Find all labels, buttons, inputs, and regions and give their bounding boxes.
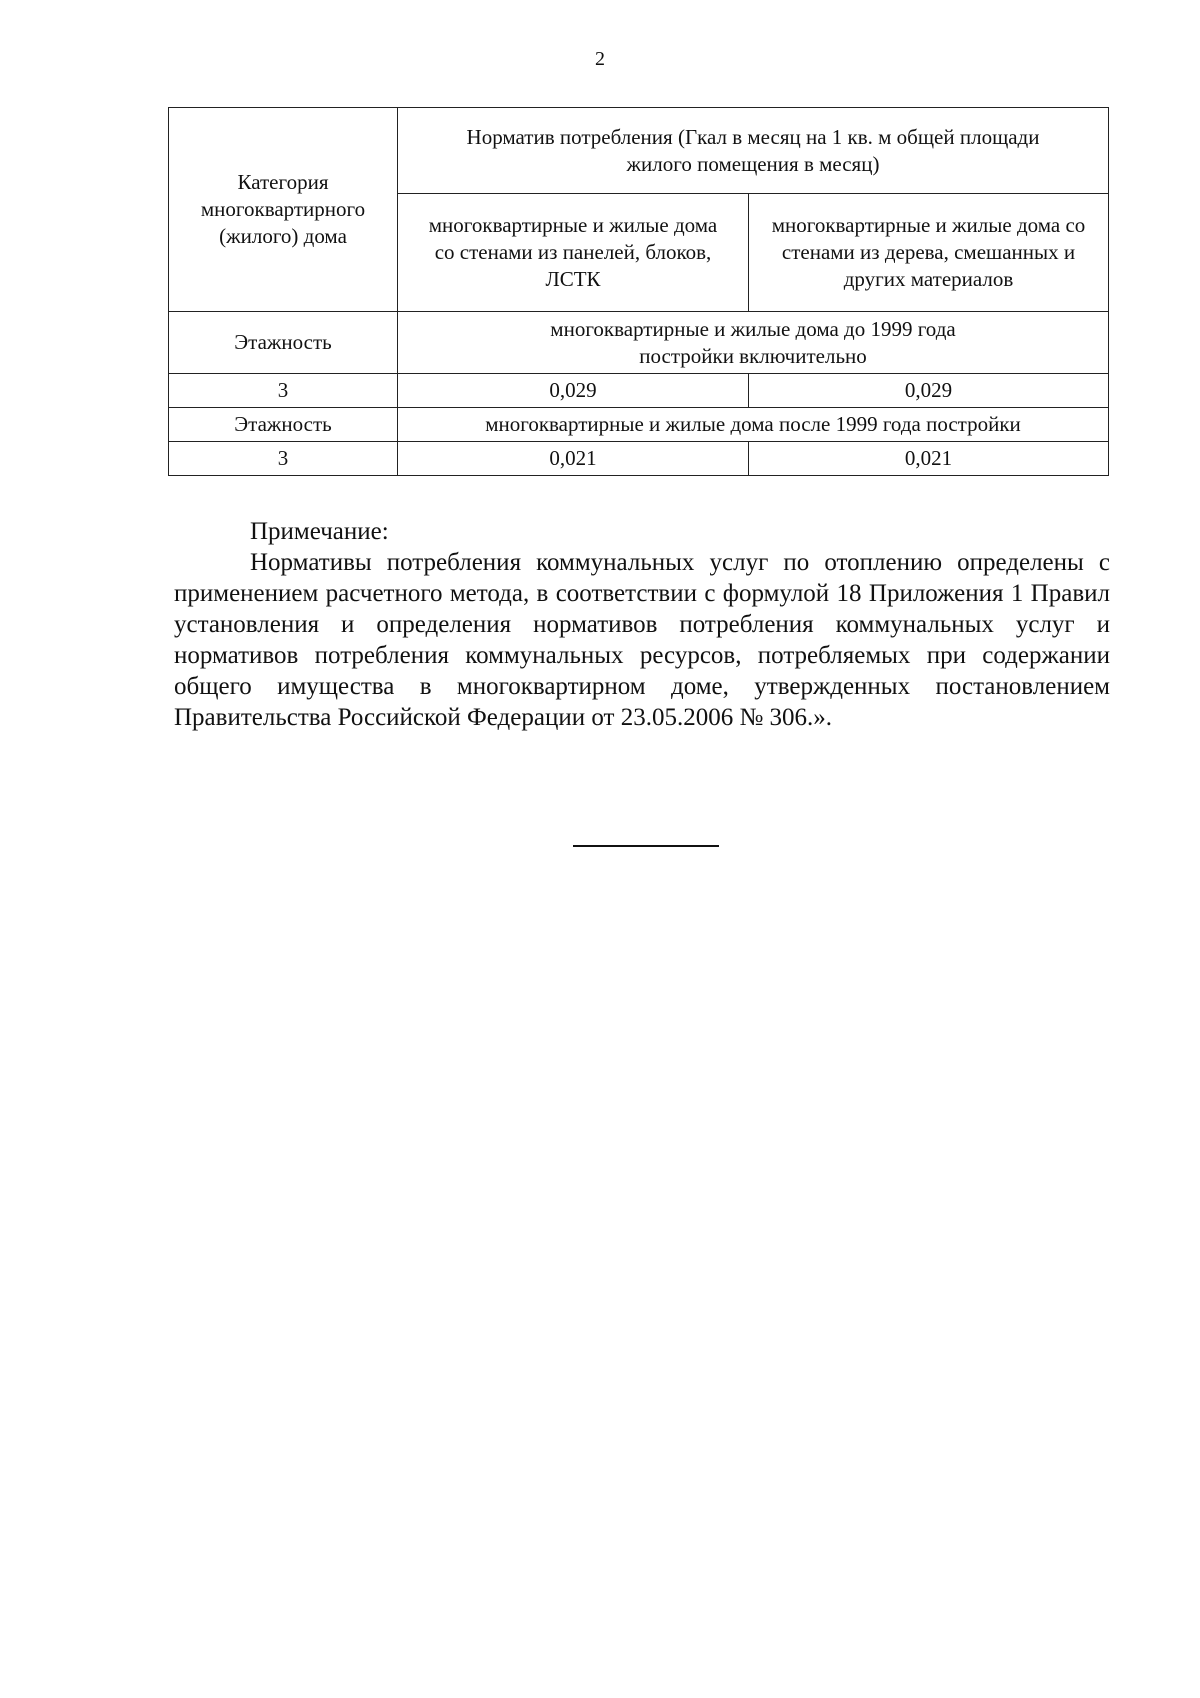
- table-row: [169, 442, 1109, 476]
- page-number: 2: [595, 48, 605, 70]
- floors-value-cell: 3: [169, 442, 398, 476]
- section-row-after-1999: [169, 408, 1109, 442]
- table-header-row: [169, 108, 1109, 194]
- wood-walls-value-cell: 0,021: [749, 442, 1109, 476]
- floors-label-cell: Этажность: [169, 408, 398, 442]
- section-title-cell: многоквартирные и жилые дома до 1999 года постройки включительно: [398, 312, 1109, 374]
- section-row-before-1999: [169, 312, 1109, 374]
- consumption-norms-table: [168, 107, 1109, 476]
- wood-walls-header-cell: многоквартирные и жилые дома со стенами из дерева, смешанных и других материалов: [749, 194, 1109, 312]
- floors-label-cell: Этажность: [169, 312, 398, 374]
- panel-walls-value-cell: 0,021: [398, 442, 749, 476]
- end-of-document-line: [573, 845, 719, 847]
- floors-value-cell: 3: [169, 374, 398, 408]
- wood-walls-value-cell: 0,029: [749, 374, 1109, 408]
- note-block: [174, 516, 1110, 733]
- panel-walls-header-cell: многоквартирные и жилые дома со стенами из панелей, блоков, ЛСТК: [398, 194, 749, 312]
- section-title-cell: многоквартирные и жилые дома после 1999 года постройки: [398, 408, 1109, 442]
- table-row: [169, 374, 1109, 408]
- category-header-cell: Категория многоквартирного (жилого) дома: [169, 108, 398, 312]
- note-title: Примечание:: [250, 518, 389, 545]
- note-text: Нормативы потребления коммунальных услуг по отоплению определены с применением расчетного метода, в соответствии с формулой 18 Приложения 1 Правил установления и определения нормативов потребления коммунальных услуг и нормативов потребления коммунальных ресурсов, потребляемых при содержании общего имущества в многоквартирном доме, утвержденных постановлением Правительства Российской Федерации от 23.05.2006 № 306.».: [174, 549, 1110, 731]
- norm-header-cell: Норматив потребления (Гкал в месяц на 1 кв. м общей площади жилого помещения в месяц): [398, 108, 1109, 194]
- panel-walls-value-cell: 0,029: [398, 374, 749, 408]
